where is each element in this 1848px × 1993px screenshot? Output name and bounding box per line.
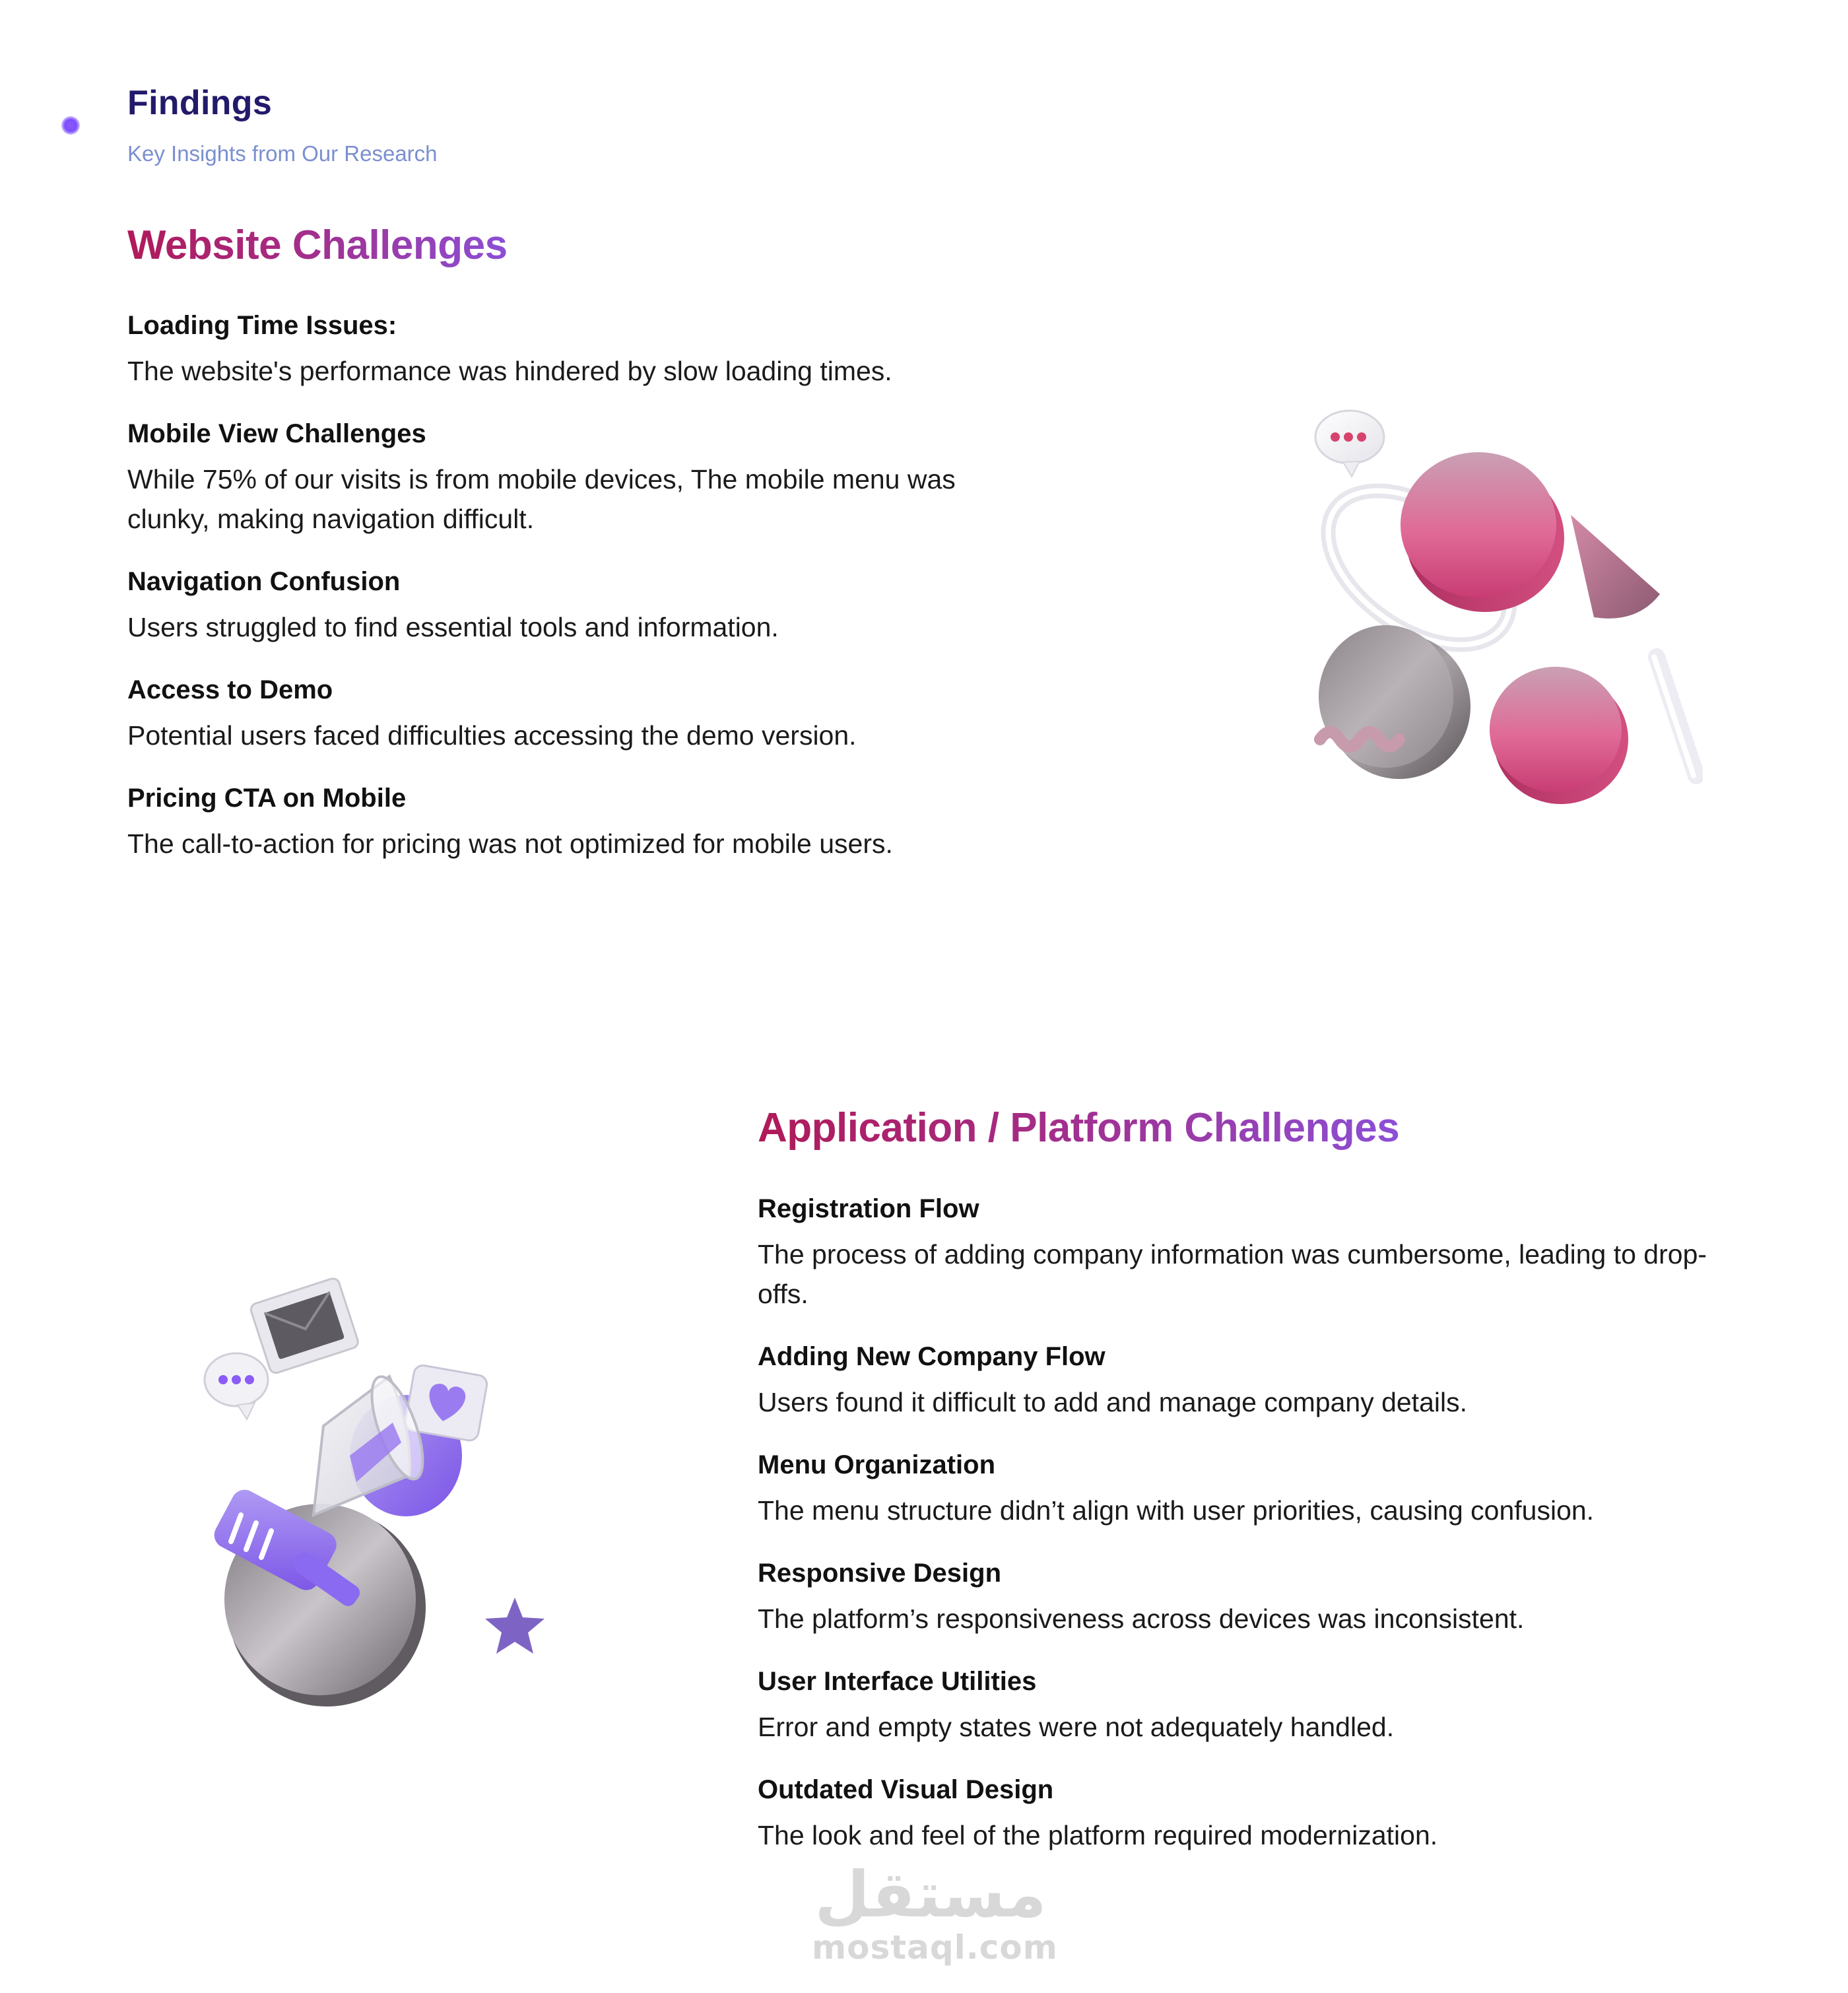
list-item (758, 1557, 1734, 1638)
cone-shape (1571, 515, 1660, 619)
list-item (758, 1773, 1734, 1855)
item-heading: Navigation Confusion (127, 567, 401, 596)
platform-challenges-list (758, 1192, 1734, 1881)
page-subtitle: Key Insights from Our Research (127, 141, 438, 166)
item-heading: Menu Organization (758, 1450, 995, 1479)
list-item (127, 417, 959, 539)
list-item (127, 565, 959, 647)
item-body: The website's performance was hindered by slow loading times. (127, 356, 892, 386)
item-body: The process of adding company information was cumbersome, leading to drop-offs. (758, 1239, 1707, 1309)
item-body: Potential users faced difficulties accessing the demo version. (127, 720, 857, 751)
item-heading: Mobile View Challenges (127, 419, 426, 448)
item-heading: Access to Demo (127, 675, 333, 704)
list-item (758, 1192, 1734, 1314)
item-body: The call-to-action for pricing was not optimized for mobile users. (127, 828, 893, 859)
abstract-shapes-illustration (1267, 396, 1703, 819)
item-body: Users found it difficult to add and manage company details. (758, 1387, 1467, 1417)
list-item (758, 1448, 1734, 1530)
watermark-latin: mostaql.com (812, 1928, 1058, 1967)
pink-disc-top (1401, 452, 1564, 612)
item-body: Error and empty states were not adequately handled. (758, 1712, 1395, 1742)
watermark (812, 1858, 1058, 1967)
item-heading: Pricing CTA on Mobile (127, 784, 407, 813)
website-challenges-title: Website Challenges (127, 222, 508, 268)
item-body: Users struggled to find essential tools and information. (127, 612, 779, 642)
item-heading: Outdated Visual Design (758, 1775, 1054, 1804)
chat-bubble-icon (1315, 411, 1384, 477)
page-title: Findings (127, 84, 273, 122)
list-item (127, 782, 959, 863)
list-item (758, 1340, 1734, 1422)
watermark-arabic: مستقل (814, 1858, 1047, 1932)
website-challenges-list (127, 309, 959, 890)
platform-challenges-title: Application / Platform Challenges (758, 1105, 1400, 1151)
item-heading: User Interface Utilities (758, 1667, 1037, 1696)
item-body: The menu structure didn’t align with user priorities, causing confusion. (758, 1495, 1595, 1526)
list-item (127, 673, 959, 755)
list-item (758, 1665, 1734, 1747)
item-body: The look and feel of the platform required modernization. (758, 1820, 1438, 1850)
envelope-icon (249, 1277, 360, 1374)
pink-disc-bottom (1490, 667, 1628, 804)
item-heading: Adding New Company Flow (758, 1342, 1106, 1371)
list-item (127, 309, 959, 391)
item-heading: Loading Time Issues: (127, 311, 397, 340)
item-body: The platform’s responsiveness across devices was inconsistent. (758, 1604, 1525, 1634)
bullet-dot-icon (61, 116, 80, 135)
item-heading: Registration Flow (758, 1194, 979, 1223)
chat-bubble-icon (205, 1353, 268, 1419)
star-icon (485, 1598, 544, 1654)
megaphone-illustration (191, 1277, 568, 1726)
item-body: While 75% of our visits is from mobile devices, The mobile menu was clunky, making navigation difficult. (127, 464, 956, 534)
item-heading: Responsive Design (758, 1559, 1002, 1588)
